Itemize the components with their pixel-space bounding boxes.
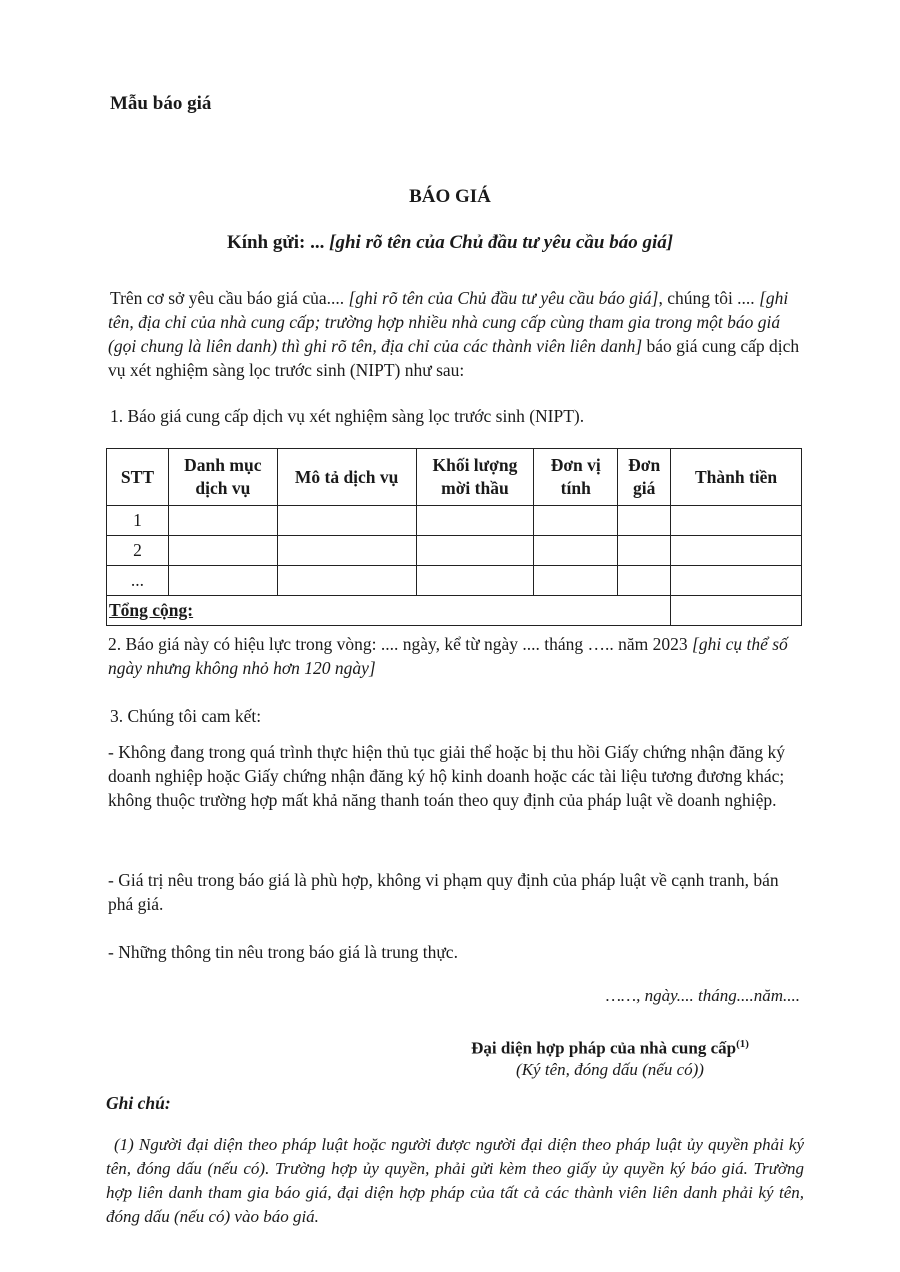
header-quantity: Khối lượng mời thầu [416,449,534,506]
intro-text-1: Trên cơ sở yêu cầu báo giá của.... [110,288,345,308]
quotation-table [106,448,802,626]
table-row [107,506,802,536]
notes-heading: Ghi chú: [106,1093,171,1113]
table-cell [416,536,534,566]
form-label: Mẫu báo giá [110,93,212,114]
intro-note-2: [ghi tên, địa chỉ của nhà cung cấp; trường hợp nhiều nhà cung cấp cùng tham gia trong một báo giá (gọi chung là liên danh) thì ghi rõ tên, địa chỉ của các thành viên liên danh] [108,288,789,356]
table-cell [618,536,671,566]
table-cell [671,506,802,536]
table-total-row [107,596,802,626]
intro-note-1: [ghi rõ tên của Chủ đầu tư yêu cầu báo giá] [348,288,659,308]
header-unit: Đơn vị tính [534,449,618,506]
row-number: 2 [107,536,169,566]
table-cell [277,566,416,596]
addressee-prefix: Kính gửi: ... [226,232,325,253]
intro-paragraph [108,286,808,382]
date-line: ……, ngày.... tháng....năm.... [605,986,800,1005]
section-2-text: 2. Báo giá này có hiệu lực trong vòng: .... ngày, kể từ ngày .... tháng ….. năm 2023 [108,634,688,654]
table-row [107,536,802,566]
table-header-row [107,449,802,506]
total-label: Tổng cộng: [107,596,671,626]
total-value-cell [671,596,802,626]
table-cell [416,506,534,536]
row-number: ... [107,566,169,596]
document-title: BÁO GIÁ [409,186,491,207]
header-category: Danh mục dịch vụ [168,449,277,506]
header-description: Mô tả dịch vụ [277,449,416,506]
addressee-line [0,232,900,254]
header-unit-price: Đơn giá [618,449,671,506]
table-cell [671,566,802,596]
section-3-heading: 3. Chúng tôi cam kết: [110,706,262,726]
table-row [107,566,802,596]
intro-text-3: báo giá cung cấp dịch vụ xét nghiệm sàng lọc trước sinh (NIPT) như sau: [108,336,800,380]
header-stt: STT [107,449,169,506]
table-cell [168,506,277,536]
table-cell [534,536,618,566]
table-cell [168,566,277,596]
row-number: 1 [107,506,169,536]
table-cell [277,506,416,536]
table-cell [277,536,416,566]
commitment-item: - Giá trị nêu trong báo giá là phù hợp, không vi phạm quy định của pháp luật về cạnh tranh, bán phá giá. [108,870,779,914]
signature-title: Đại diện hợp pháp của nhà cung cấp$^{(1)}$ [471,1038,749,1058]
table-cell [534,566,618,596]
table-cell [671,536,802,566]
signature-subtitle: (Ký tên, đóng dấu (nếu có)) [516,1060,704,1079]
header-amount: Thành tiền [671,449,802,506]
section-2 [108,632,808,680]
section-2-note: [ghi cụ thể số ngày nhưng không nhỏ hơn 120 ngày] [108,634,788,678]
notes-text: (1) Người đại diện theo pháp luật hoặc người được người đại diện theo pháp luật ủy quyền phải ký tên, đóng dấu (nếu có). Trường hợp ủy quyền, phải gửi kèm theo giấy ủy quyền ký báo giá. Trường hợp liên danh tham gia báo giá, đại diện hợp pháp của tất cả các thành viên liên danh phải ký tên, đóng dấu (nếu có) vào báo giá. [106,1135,804,1226]
table-cell [168,536,277,566]
footnote-marker: (1) [736,1038,749,1050]
table-cell [534,506,618,536]
commitment-item: - Những thông tin nêu trong báo giá là trung thực. [108,942,458,962]
addressee-note: [ghi rõ tên của Chủ đầu tư yêu cầu báo giá] [329,232,674,253]
commitment-item: - Không đang trong quá trình thực hiện thủ tục giải thể hoặc bị thu hồi Giấy chứng nhận đăng ký doanh nghiệp hoặc Giấy chứng nhận đăng ký hộ kinh doanh hoặc các tài liệu tương đương khác; không thuộc trường hợp mất khả năng thanh toán theo quy định của pháp luật về doanh nghiệp. [108,742,786,810]
section-1-heading: 1. Báo giá cung cấp dịch vụ xét nghiệm sàng lọc trước sinh (NIPT). [110,406,585,426]
table-cell [618,506,671,536]
intro-text-2: , chúng tôi .... [658,288,755,308]
table-cell [416,566,534,596]
table-cell [618,566,671,596]
